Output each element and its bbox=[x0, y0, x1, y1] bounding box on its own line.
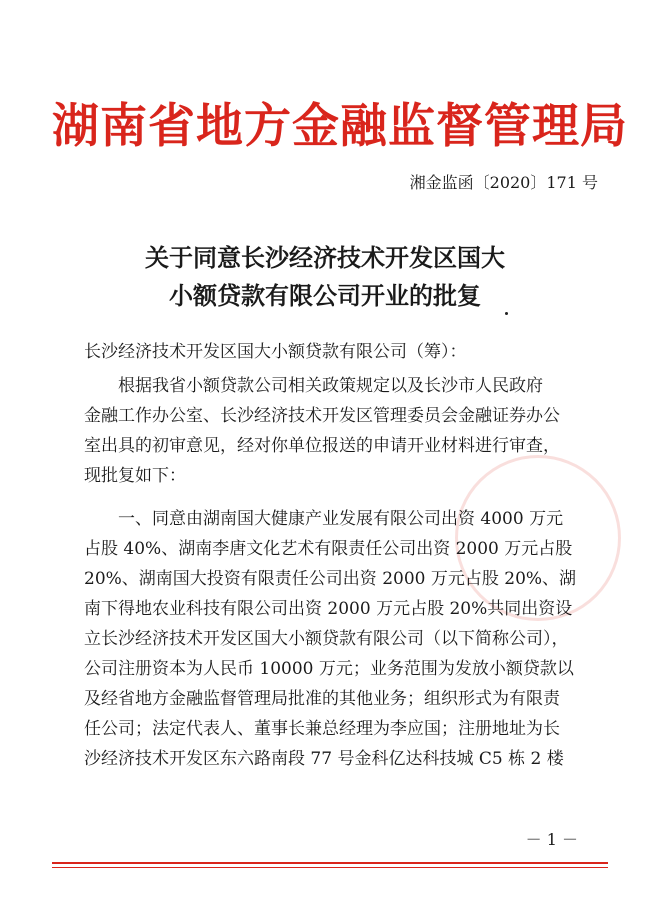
paragraph-line: 任公司；法定代表人、董事长兼总经理为李应国；注册地址为长 bbox=[84, 719, 560, 739]
footer-rule-thin bbox=[52, 867, 608, 868]
stray-dot bbox=[505, 312, 508, 315]
paragraph-line: 立长沙经济技术开发区国大小额贷款有限公司（以下简称公司）， bbox=[84, 629, 569, 649]
paragraph-line: 及经省地方金融监督管理局批准的其他业务；组织形式为有限责 bbox=[84, 689, 560, 709]
paragraph-1 bbox=[84, 371, 574, 491]
paragraph-line: 南下得地农业科技有限公司出资 2000 万元占股 20%共同出资设 bbox=[84, 599, 573, 619]
page-number: － 1 － bbox=[525, 830, 578, 849]
paragraph-line: 现批复如下： bbox=[84, 466, 186, 486]
addressee bbox=[84, 337, 574, 367]
paragraph-2 bbox=[84, 504, 577, 774]
paragraph-line: 公司注册资本为人民币 10000 万元；业务范围为发放小额贷款以 bbox=[84, 659, 574, 679]
addressee-text: 长沙经济技术开发区国大小额贷款有限公司（筹）： bbox=[84, 342, 467, 362]
paragraph-line: 占股 40%、湖南李唐文化艺术有限责任公司出资 2000 万元占股 bbox=[84, 539, 573, 559]
document-number: 湘金监函〔2020〕171 号 bbox=[409, 173, 598, 192]
paragraph-line: 一、同意由湖南国大健康产业发展有限公司出资 4000 万元 bbox=[118, 509, 564, 529]
issuer-masthead: 湖南省地方金融监督管理局 bbox=[52, 99, 628, 154]
paragraph-line: 室出具的初审意见，经对你单位报送的申请开业材料进行审查， bbox=[84, 436, 560, 456]
document-title-line-1: 关于同意长沙经济技术开发区国大 bbox=[145, 243, 505, 272]
footer-rule-thick bbox=[52, 862, 608, 864]
paragraph-line: 沙经济技术开发区东六路南段 77 号金科亿达科技城 C5 栋 2 楼 bbox=[84, 749, 564, 769]
document-title-line-2: 小额贷款有限公司开业的批复 bbox=[169, 281, 481, 310]
paragraph-line: 20%、湖南国大投资有限责任公司出资 2000 万元占股 20%、湖 bbox=[84, 569, 577, 589]
paragraph-line: 金融工作办公室、长沙经济技术开发区管理委员会金融证券办公 bbox=[84, 406, 560, 426]
paragraph-line: 根据我省小额贷款公司相关政策规定以及长沙市人民政府 bbox=[118, 376, 543, 396]
